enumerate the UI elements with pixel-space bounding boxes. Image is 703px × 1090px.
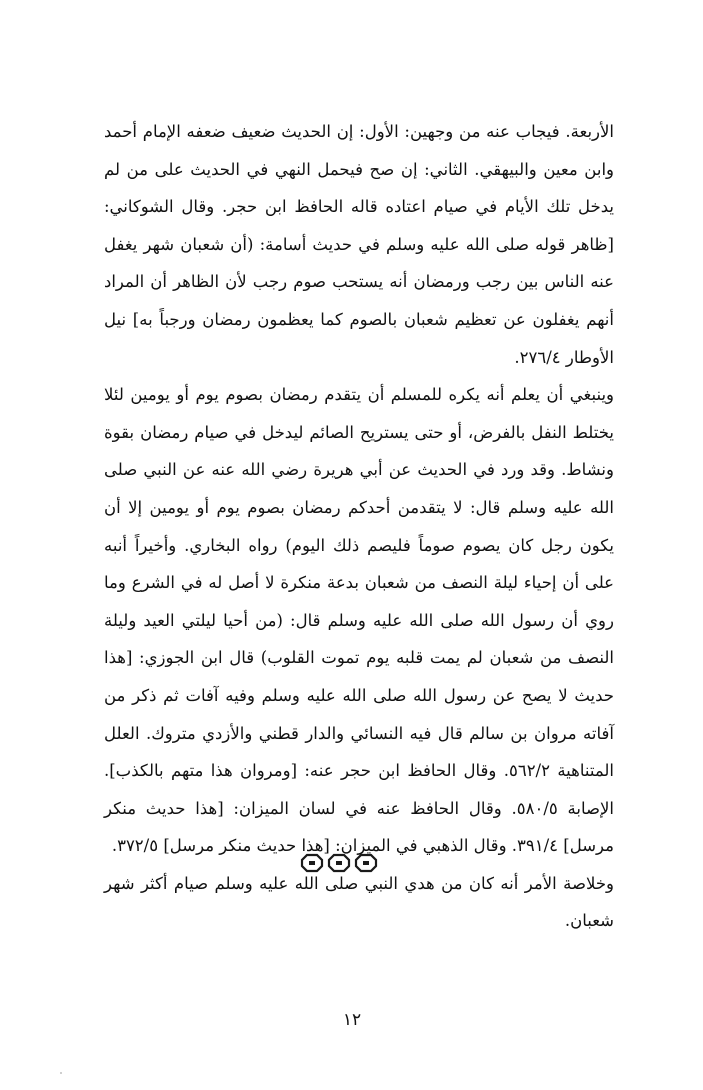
ornament-icon <box>300 852 378 874</box>
page-number: ١٢ <box>342 1010 362 1030</box>
paragraph-1: الأربعة. فيجاب عنه من وجهين: الأول: إن الحديث ضعيف ضعفه الإمام أحمد وابن معين والبيهقي. الثاني: إن صح فيحمل النهي في الحديث على من لم يدخل تلك الأيام في صيام اعتاده قاله الحافظ ابن حجر. وقال الشوكاني: [ظاهر قوله صلى الله عليه وسلم في حديث أسامة: (أن شعبان شهر يغفل عنه الناس بين رجب ورمضان أنه يستحب صوم رجب لأن الظاهر أن المراد أنهم يغفلون عن تعظيم شعبان بالصوم كما يعظمون رمضان ورجباً به] نيل الأوطار ٢٧٦/٤. <box>104 122 614 367</box>
scan-mark <box>60 1072 62 1074</box>
body-text <box>104 113 614 940</box>
paragraph-3: وخلاصة الأمر أنه كان من هدي النبي صلى الله عليه وسلم صيام أكثر شهر شعبان. <box>104 873 614 931</box>
paragraph-2: وينبغي أن يعلم أنه يكره للمسلم أن يتقدم رمضان بصوم يوم أو يومين لئلا يختلط النفل بالفرض، أو حتى يستريح الصائم ليدخل في صيام رمضان بقوة ونشاط. وقد ورد في الحديث عن أبي هريرة رضي الله عنه عن النبي صلى الله عليه وسلم قال: لا يتقدمن أحدكم رمضان بصوم يوم أو يومين إلا أن يكون رجل كان يصوم صوماً فليصم ذلك اليوم) رواه البخاري. وأخيراً أنبه على أن إحياء ليلة النصف من شعبان بدعة منكرة لا أصل له في الشرع وما روي أن رسول الله صلى الله عليه وسلم قال: (من أحيا ليلتي العيد وليلة النصف من شعبان لم يمت قلبه يوم تموت القلوب) قال ابن الجوزي: [هذا حديث لا يصح عن رسول الله صلى الله عليه وسلم وفيه آفات ثم ذكر من آفاته مروان بن سالم قال فيه النسائي والدار قطني والأزدي متروك. العلل المتناهية ٥٦٢/٢. وقال الحافظ ابن حجر عنه: [ومروان هذا متهم بالكذب]. الإصابة ٥٨٠/٥. وقال الحافظ عنه في لسان الميزان: [هذا حديث منكر مرسل] ٣٩١/٤. وقال الذهبي في الميزان: [هذا حديث منكر مرسل] ٣٧٢/٥. <box>104 385 614 856</box>
